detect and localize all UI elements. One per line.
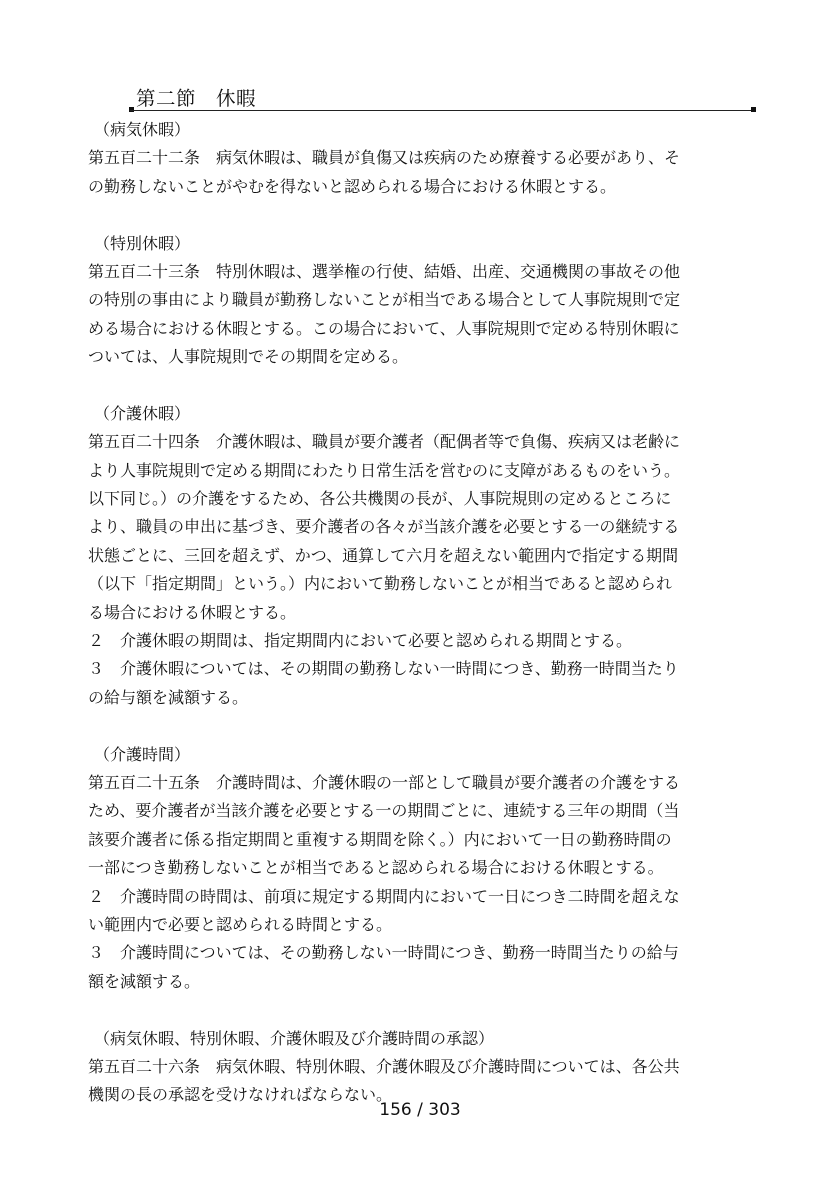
article-heading: （介護休暇） [94,403,191,423]
article-525 [88,741,758,997]
page-number: 156 / 303 [379,1100,461,1120]
paragraph-spacer [88,996,758,1024]
article-line: 該要介護者に係る指定期間と重複する期間を除く。）内において一日の勤務時間の [88,829,672,849]
article-heading: （病気休暇） [94,120,191,139]
article-heading: （介護時間） [94,744,191,764]
paragraph-spacer [88,712,758,740]
article-line: い範囲内で必要と認められる時間とする。 [88,914,393,934]
article-line: ３ 介護時間については、その勤務しない一時間につき、勤務一時間当たりの給与 [88,943,679,963]
rule-end-marker [751,107,756,112]
article-line: 以下同じ。）の介護をするため、各公共機関の長が、人事院規則の定めるところに [88,489,672,509]
article-line: 第五百二十三条 特別休暇は、選挙権の行使、結婚、出産、交通機関の事故その他 [88,261,681,281]
section-divider [130,110,755,111]
article-line: 状態ごとに、三回を超えず、かつ、通算して六月を超えない範囲内で指定する期間 [88,545,679,565]
article-line: る場合における休暇とする。 [88,602,297,622]
article-line: の特別の事由により職員が勤務しないことが相当である場合として人事院規則で定 [88,290,681,310]
article-line: ついては、人事院規則でその期間を定める。 [88,347,409,367]
paragraph-spacer [88,201,758,229]
article-line: 第五百二十二条 病気休暇は、職員が負傷又は疾病のため療養する必要があり、そ [88,148,681,168]
article-line: める場合における休暇とする。この場合において、人事院規則で定める特別休暇に [88,318,680,338]
article-524 [88,400,758,712]
section-header [130,86,755,112]
article-line: 第五百二十六条 病気休暇、特別休暇、介護休暇及び介護時間については、各公共 [88,1056,680,1076]
article-line: 一部につき勤務しないことが相当であると認められる場合における休暇とする。 [88,858,664,878]
article-522 [88,116,758,201]
article-line: 第五百二十四条 介護休暇は、職員が要介護者（配偶者等で負傷、疾病又は老齢に [88,432,681,452]
section-title: 第二節 休暇 [136,87,257,110]
article-line: より人事院規則で定める期間にわたり日常生活を営むのに支障があるものをいう。 [88,460,681,480]
article-heading: （病気休暇、特別休暇、介護休暇及び介護時間の承認） [94,1028,495,1048]
article-line: より、職員の申出に基づき、要介護者の各々が当該介護を必要とする一の継続する [88,517,680,537]
article-line: ２ 介護休暇の期間は、指定期間内において必要と認められる期間とする。 [88,631,633,651]
article-body [88,116,758,1110]
article-526 [88,1025,758,1110]
article-heading: （特別休暇） [94,233,191,253]
article-line: の勤務しないことがやむを得ないと認められる場合における休暇とする。 [88,176,617,196]
article-line: ３ 介護休暇については、その期間の勤務しない一時間につき、勤務一時間当たり [88,659,679,679]
article-line: の給与額を減額する。 [88,687,249,707]
article-line: （以下「指定期間」という。）内において勤務しないことが相当であると認められ [88,574,673,594]
article-line: ため、要介護者が当該介護を必要とする一の期間ごとに、連続する三年の期間（当 [88,801,680,821]
article-line: ２ 介護時間の時間は、前項に規定する期間内において一日につき二時間を超えな [88,886,680,906]
article-line: 機関の長の承認を受けなければならない。 [88,1085,393,1105]
paragraph-spacer [88,372,758,400]
article-523 [88,230,758,372]
article-line: 額を減額する。 [88,971,201,991]
article-line: 第五百二十五条 介護時間は、介護休暇の一部として職員が要介護者の介護をする [88,772,681,792]
